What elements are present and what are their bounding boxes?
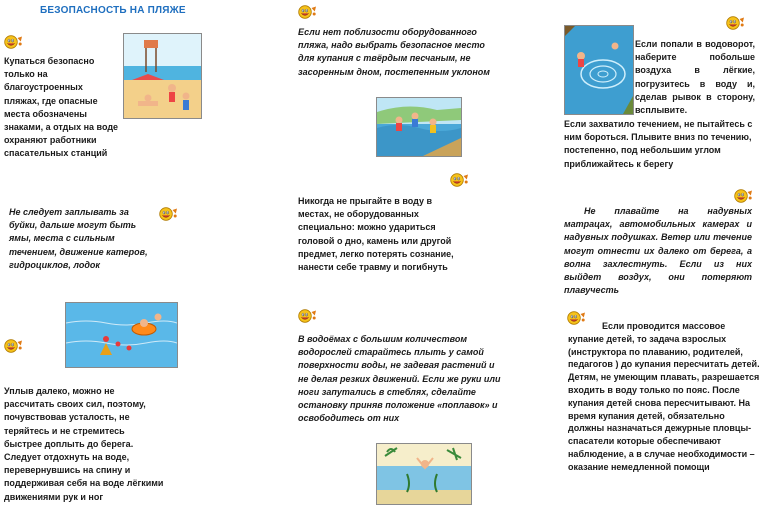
col1-paragraph-3: Уплыв далеко, можно не рассчитать своих сил, поэтому, почувствовав усталость, не теряйтесь и не стремитесь быстрее доплыть до берега. Следует отдохнуть на воде, перевернувшись на спину и поддерживая себя на воде лёгкими движениями рук и ног xyxy=(4,386,164,502)
smiley-icon xyxy=(449,173,469,187)
col3-paragraph-1: Если попали в водоворот, наберите побольше воздуха в лёгкие, погрузитесь в воду и, сделав рывок в сторону, всплывите. xyxy=(635,39,755,116)
smiley-icon xyxy=(3,339,23,353)
smiley-icon xyxy=(297,5,317,19)
smiley-icon xyxy=(725,16,745,30)
buoys-swimmers-illustration xyxy=(65,302,178,368)
page-title: БЕЗОПАСНОСТЬ НА ПЛЯЖЕ xyxy=(40,5,186,16)
col2-paragraph-3: В водоёмах с большим количеством водорослей старайтесь плыть у самой поверхности воды, не задевая растений и не делая резких движений. Если же руки или ноги запутались в стеблях, сделайте остановку приняв положение «поплавок» и освободитесь от них xyxy=(298,334,501,424)
smiley-icon xyxy=(3,35,23,49)
seaweed-swimmer-illustration xyxy=(376,443,472,505)
col3-paragraph-1b: Если захватило течением, не пытайтесь с ним бороться. Плывите вниз по течению, постепенно, под небольшим углом приближайтесь к берегу xyxy=(564,119,753,169)
col2-paragraph-1: Если нет поблизости оборудованного пляжа, надо выбрать безопасное место для купания с твёрдым песчаным, не засоренным дном, постепенным уклоном xyxy=(298,27,490,77)
smiley-icon xyxy=(158,207,178,221)
smiley-icon xyxy=(297,309,317,323)
col2-paragraph-2: Никогда не прыгайте в воду в местах, не оборудованных специально: можно удариться головой о дно, камень или другой предмет, легко потерять сознание, нанести себе травму и погибнуть xyxy=(298,196,454,273)
col3-paragraph-3: Если проводится массовое купание детей, то задача взрослых (инструктора по плаванию, родителей, педагогов ) до купания пересчитать детей. Детям, не умеющим плавать, разрешается входить в воду только по пояс. После купания детей снова пересчитывают. На время купания детей, обязательно должны назначаться дежурные пловцы-спасатели которые обеспечивают наблюдение, а в случае необходимости – оказание немедленной помощи xyxy=(568,321,760,472)
beach-lifeguard-illustration xyxy=(123,33,202,119)
whirlpool-swimmer-illustration xyxy=(564,25,634,115)
smiley-icon xyxy=(733,189,753,203)
col3-paragraph-2: Не плавайте на надувных матрацах, автомобильных камерах и надувных подушках. Ветер или течение могут отнести их далеко от берега, а волна захлестнуть. Если из них выйдет воздух, они потеряют плавучесть xyxy=(564,206,752,296)
kids-jumping-illustration xyxy=(376,97,462,157)
col1-paragraph-2: Не следует заплывать за буйки, дальше могут быть ямы, места с сильным течением, движение катеров, гидроциклов, лодок xyxy=(9,207,148,270)
col1-paragraph-1: Купаться безопасно только на благоустроенных пляжах, где опасные места обозначены знаками, а отдых на воде охраняют работники спасательных станций xyxy=(4,56,119,159)
